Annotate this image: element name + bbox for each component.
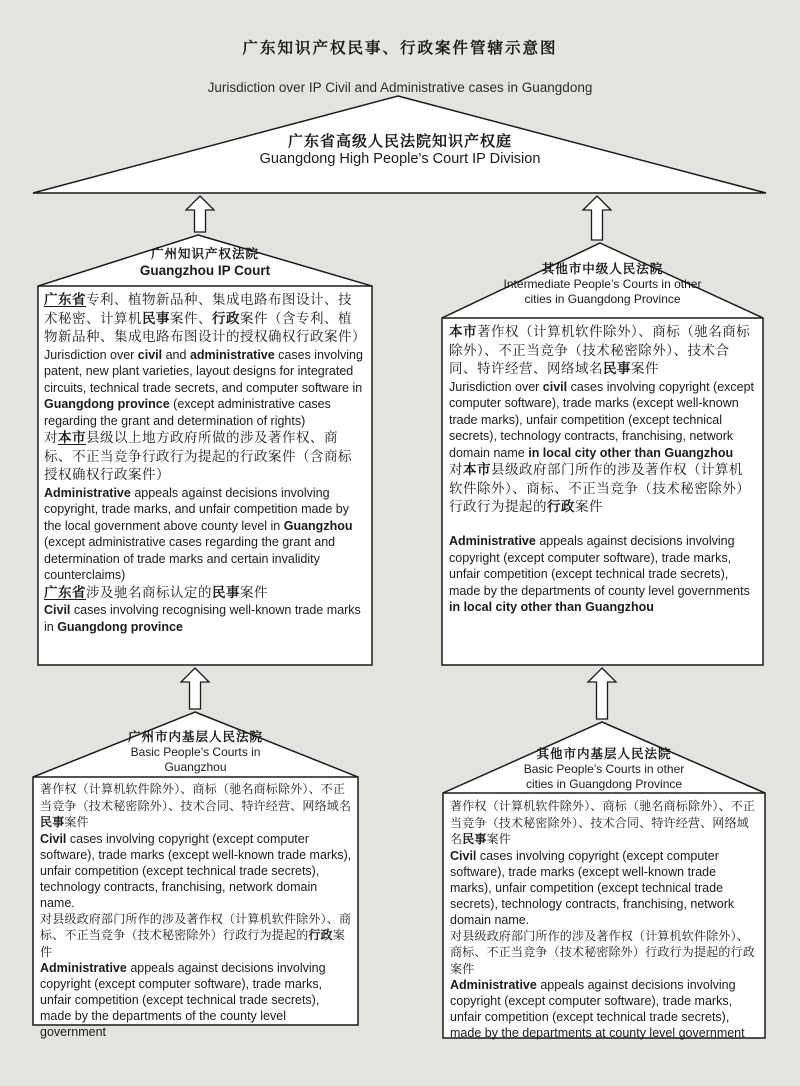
guangzhou-ip-court-name-en: Guangzhou IP Court bbox=[139, 263, 271, 278]
basic-other-name-cn: 其他市内基层人民法院 bbox=[536, 747, 672, 761]
basic-guangzhou-jurisdiction-text: 著作权（计算机软件除外）、商标（驰名商标除外）、不正当竞争（技术秘密除外）、技术合同、特许经营、网络域名民事案件 Civil cases involving copyright (except computer software), trade marks (except well-known trade marks), unfair competition (except technical trade secrets), technology contracts, franchising, network domain name. 对县级政府部门所作的涉及著作权（计算机软件除外）、商标、不正当竞争（技术秘密除外）行政行为提起的行政案件 Administrative appeals against decisions involving copyright (except computer software), trade marks, unfair competition (except technical trade secrets), made by the departments of the county level government bbox=[40, 782, 352, 1039]
up-arrow-icon bbox=[588, 668, 616, 719]
basic-other-name-en: Basic People’s Courts in other cities in Guangdong Province bbox=[523, 762, 685, 791]
intermediate-courts-header bbox=[442, 262, 763, 306]
basic-guangzhou-name-en: Basic People’s Courts in Guangzhou bbox=[130, 745, 261, 774]
basic-guangzhou-name-cn: 广州市内基层人民法院 bbox=[127, 730, 263, 744]
basic-other-header bbox=[443, 747, 765, 791]
basic-guangzhou-header bbox=[33, 730, 358, 774]
intermediate-courts-name-cn: 其他市中级人民法院 bbox=[541, 262, 664, 276]
intermediate-courts-jurisdiction-text: 本市著作权（计算机软件除外）、商标（驰名商标除外）、不正当竞争（技术秘密除外）、技术合同、特许经营、网络域名民事案件 Jurisdiction over civil cases involving copyright (except computer software), trade marks (except well-known trade marks), unfair competition (except technical secrets), technology contracts, franchising, network domain name in local city other than Guangzhou 对本市县级政府部门所作的涉及著作权（计算机软件除外）、商标、不正当竞争（技术秘密除外）行政行为提起的行政案件 Administrative appeals against decisions involving copyright (except computer software), trade marks, unfair competition (except technical trade secrets), made by the departments of county level governments in local city other than Guangzhou bbox=[449, 324, 755, 614]
basic-other-jurisdiction-text: 著作权（计算机软件除外）、商标（驰名商标除外）、不正当竞争（技术秘密除外）、技术合同、特许经营、网络域名民事案件 Civil cases involving copyright (except computer software), trade marks (except well-known trade marks), unfair competition (except technical trade secrets), technology contracts, franchising, network domain name. 对县级政府部门所作的涉及著作权（计算机软件除外）、商标、不正当竞争（技术秘密除外）行政行为提起的行政案件 Administrative appeals against decisions involving copyright (except computer software), trade marks, unfair competition (except technical trade secrets), made by the departments at county level government bbox=[450, 799, 756, 1040]
up-arrow-icon bbox=[181, 668, 209, 709]
up-arrow-icon bbox=[583, 196, 611, 240]
up-arrow-icon bbox=[186, 196, 214, 232]
intermediate-courts-name-en: Intermediate People’s Courts in other cities in Guangdong Province bbox=[503, 277, 702, 306]
high-court-name-en: Guangdong High People’s Court IP Division bbox=[259, 151, 541, 167]
guangzhou-ip-court-header bbox=[38, 247, 372, 279]
guangzhou-ip-court-jurisdiction-text: 广东省专利、植物新品种、集成电路布图设计、技术秘密、计算机民事案件、行政案件（含专利、植物新品种、集成电路布图设计的授权确权行政案件） Jurisdiction over civil and administrative cases involving patent, new plant varieties, layout designs for integrated circuits, technical trade secrets, and computer software in Guangdong province (except administrative cases regarding the grant and determination of rights) 对本市县级以上地方政府所做的涉及著作权、商标、不正当竞争行政行为提起的行政案件（含商标授权确权行政案件） Administrative appeals against decisions involving copyright, trade marks, and unfair competition made by the local government above county level in Guangzhou (except administrative cases regarding the grant and determination of trade marks and certain invalidity counterclaims) 广东省涉及驰名商标认定的民事案件 Civil cases involving recognising well-known trade marks in Guangdong province bbox=[44, 292, 366, 634]
high-court-name-cn: 广东省高级人民法院知识产权庭 bbox=[287, 133, 512, 150]
page-subtitle: Jurisdiction over IP Civil and Administrative cases in Guangdong bbox=[207, 80, 593, 95]
guangzhou-ip-court-name-cn: 广州知识产权法院 bbox=[150, 247, 259, 261]
page-title: 广东知识产权民事、行政案件管辖示意图 bbox=[242, 40, 558, 57]
